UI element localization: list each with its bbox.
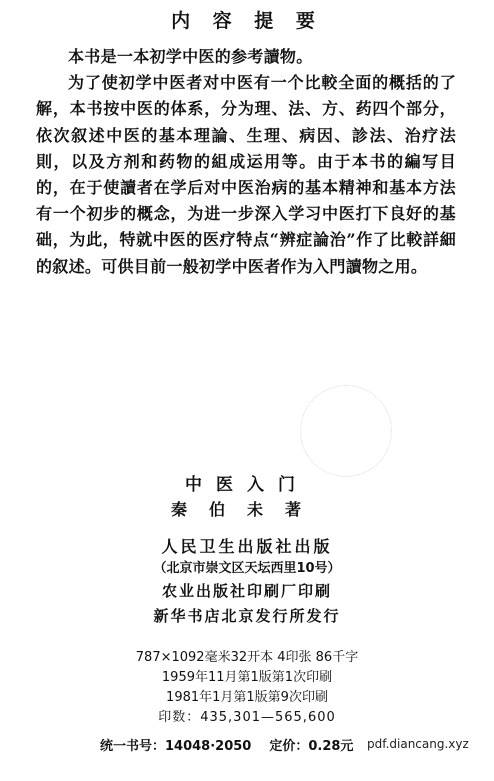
abstract-text bbox=[36, 44, 456, 280]
abstract-paragraph-2: 为了使初学中医者对中医有一个比較全面的概括的了解，本书按中医的体系，分为理、法、方、药四个部分，依次叙述中医的基本理論、生理、病因、診法、治疗法則，以及方剂和药物的組成运用等。由于本书的編写目的，在于使讀者在学后对中医治病的基本精神和基本方法有一个初步的概念，为进一步深入学习中医打下良好的基础，为此，特就中医的医疗特点“辨症論治”作了比較詳細的叙述。可供目前一般初学中医者作为入門讀物之用。 bbox=[36, 73, 456, 276]
colophon-format: 787×1092毫米32开本 4印张 86千字 bbox=[135, 650, 359, 665]
colophon-author: 秦伯未著 bbox=[170, 500, 323, 519]
colophon-publisher-address: （北京市崇文区天坛西里10号） bbox=[153, 561, 341, 576]
library-stamp-mark bbox=[300, 385, 392, 477]
colophon-print-run: 印数：435,301—565,600 bbox=[158, 710, 336, 725]
colophon-distributor: 新华书店北京发行所发行 bbox=[153, 607, 341, 625]
colophon-printer: 农业出版社印刷厂印刷 bbox=[161, 582, 332, 600]
colophon-ninth-printing: 1981年1月第1版第9次印刷 bbox=[166, 690, 328, 705]
page-title: 内 容 提 要 bbox=[171, 10, 323, 32]
unified-book-number: 统一书号：14048·2050 bbox=[100, 739, 252, 754]
book-price: 定价：0.28元 bbox=[269, 739, 354, 754]
colophon-publisher: 人民卫生出版社出版 bbox=[161, 537, 333, 556]
colophon-book-title: 中医入门 bbox=[185, 475, 309, 495]
site-watermark: pdf.diancang.xyz bbox=[367, 737, 469, 751]
colophon-book-number-line bbox=[100, 735, 353, 754]
abstract-paragraph-1: 本书是一本初学中医的参考讀物。 bbox=[68, 47, 313, 66]
colophon-first-edition: 1959年11月第1版第1次印刷 bbox=[161, 670, 333, 685]
